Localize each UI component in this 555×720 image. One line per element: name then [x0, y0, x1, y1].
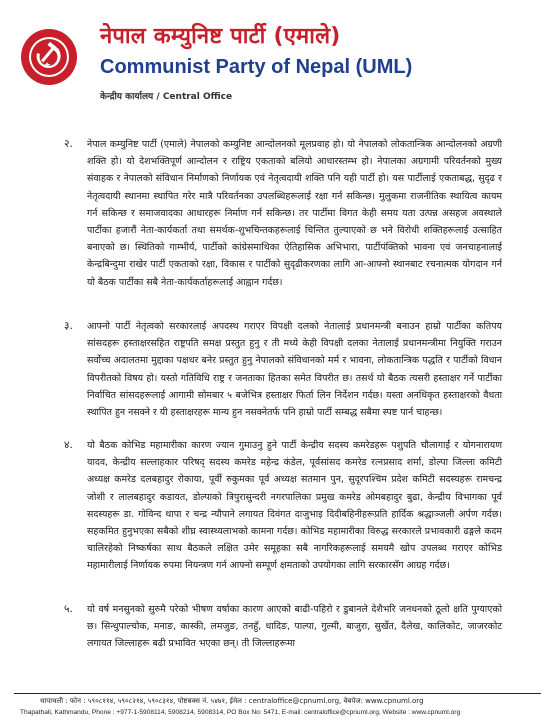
footer-divider	[14, 693, 541, 694]
paragraph-number: २.	[64, 138, 73, 150]
footer	[0, 690, 555, 720]
office-label: केन्द्रीय कार्यालय / Central Office	[100, 92, 233, 102]
paragraph-number: ४.	[64, 439, 73, 451]
footer-contact-english: Thapathali, Kathmandu, Phone : +977-1-5908114, 5908214, 5908314, PO Box No: 5471, E-mail: centraloffice@cpnuml.org, Website : www.cpnuml.org	[20, 709, 461, 716]
paragraph-number: ३.	[64, 320, 73, 332]
footer-contact-nepali: थापाथली : फोन : ५९०८११४, ५९०८२१४, ५९०८३१४, पोष्टबक्स नं. ५४७१, ईमेल : centraloffice@cpnuml.org, वेबपेज: www.cpnuml.org	[40, 697, 424, 705]
letterhead	[0, 0, 555, 110]
document-body	[0, 124, 555, 684]
paragraph-text: नेपाल कम्युनिष्ट पार्टी (एमाले) नेपालको कम्युनिष्ट आन्दोलनको मूलप्रवाह हो। यो नेपालको लोकतान्त्रिक आन्दोलनको अग्रणी शक्ति हो। यो देशभक्तिपूर्ण आन्दोलन र राष्ट्रिय एकताको बलियो आधारस्तम्भ हो। नेपालका अग्रगामी परिवर्तनको मुख्य संवाहक र नेपालको संविधान निर्माणको निर्णायक एवं नेतृत्वदायी शक्ति पनि यही पार्टी हो। यस पार्टीलाई एकताबद्ध, सुदृढ र नेतृत्वदायी स्थानमा स्थापित गरेर मात्रै परिवर्तनका उपलब्धिहरूलाई रक्षा गर्न सकिन्छ। मुलुकमा राजनीतिक स्थायित्व कायम गर्न सकिन्छ र समाजवादका आधारहरू निर्माण गर्न सकिन्छ। तर पार्टीमा विगत केही समय यता उत्पन्न असहज अवस्थाले पार्टीका हजारौं नेता-कार्यकर्ता तथा समर्थक-शुभचिन्तकहरूलाई चिन्तित तुल्याएको छ भने विरोधी शक्तिहरूलाई उत्साहित बनाएको छ। स्थितिको गाम्भीर्य, पार्टीको कांग्रेसमाथिका ऐतिहासिक अभिभारा, पार्टीपंक्तिको भावना एवं जनचाहनालाई केन्द्रबिन्दुमा राखेर पार्टी एकताको रक्षा, विकास र पार्टीको सुदृढीकरणका लागि आ-आफ्नो स्थानबाट रचनात्मक योगदान गर्न यो बैठक पार्टीका सबै नेता-कार्यकर्ताहरूलाई आह्वान गर्दछ।	[87, 139, 502, 288]
party-name-nepali: नेपाल कम्युनिष्ट पार्टी (एमाले)	[100, 24, 341, 49]
paragraph-text: आफ्नो पार्टी नेतृत्वको सरकारलाई अपदस्थ गराएर विपक्षी दलको नेतालाई प्रधानमन्त्री बनाउन हाम्रो पार्टीका कतिपय सांसदहरू हस्ताक्षरसहित राष्ट्रपति समक्ष प्रस्तुत हुनु र ती मध्ये केही विपक्षी दलका नेतालाई प्रधानमन्त्रीमा नियुक्ति गराउन सर्वोच्च अदालतमा मुद्दाका पक्षधर बनेर प्रस्तुत हुनु नेपालको संविधानको मर्म र भावना, लोकतान्त्रिक पद्धति र पार्टीको विधान विपरीतको विषय हो। यस्तो गतिविधि राष्ट्र र जनताका हितका समेत विपरीत छ। तसर्थ यो बैठक त्यसरी हस्ताक्षर गर्ने पार्टीका निर्वाचित सांसदहरूलाई आगामी सोमबार ५ बजेभित्र हस्ताक्षर फिर्ता लिन निर्देशन गर्दछ। यस्ता अनधिकृत हस्ताक्षरको वैधता स्थापित हुन नसक्ने र यी हस्ताक्षरहरू मान्य हुन नसक्नेतर्फ पनि हाम्रो पार्टी सम्बद्ध सबैमा स्पष्ट पार्न चाहन्छ।	[87, 321, 502, 419]
paragraph-text: यो बैठक कोभिड महामारीका कारण ज्यान गुमाउनु हुने पार्टी केन्द्रीय सदस्य कमरेडहरू पशुपति चौलागाईं र योगनारायण यादव, केन्द्रीय सल्लाहकार परिषद् सदस्य कमरेड महेन्द्र कंडेल, पूर्वसांसद कमरेड रत्नप्रसाद शर्मा, डोल्पा जिल्ला कमिटी अध्यक्ष कमरेड दलबहादुर रोकाया, पूर्वी रुकुमका पूर्व अध्यक्ष सतमान पुन, सुदूरपश्चिम प्रदेश कमिटी सदस्यहरू रामचन्द्र जोशी र लालबहादुर कडायत, डोल्पाको त्रिपुरासुन्दरी नगरपालिका प्रमुख कमरेड ओमबहादुर बुढा, केन्द्रीय विभागका पूर्व सदस्यहरू डा. गोविन्द थापा र चन्द्र न्यौपाने लगायत दिवंगत दाजुभाइ दिदीबहिनीहरूप्रति हार्दिक श्रद्धाञ्जली अर्पण गर्दछ। सहकमित हुनुभएका सबैको शीघ्र स्वास्थ्यलाभको कामना गर्दछ। कोभिड महामारीका विरुद्ध सरकारले प्रभावकारी ढङ्गले कदम चालिरहेको निष्कर्षका साथ बैठकले लक्षित उमेर समूहका सबै नागरिकहरूलाई समयमै खोप उपलब्ध गराएर कोभिड महामारीलाई निर्णायक रुपमा नियन्त्रण गर्न आफ्नो सम्पूर्ण क्षमताको उपयोगका लागि सरकारसँग आग्रह गर्दछ।	[87, 440, 502, 572]
party-logo-icon	[18, 24, 80, 90]
paragraph-text: यो वर्ष मनसुनको सुरुमै परेको भीषण वर्षाका कारण आएको बाढी-पहिरो र डुबानले देशैभरि जनधनको ठूलो क्षति पुग्याएको छ। सिन्धुपाल्चोक, मनाङ, कास्की, लमजुङ, तनहुँ, धादिङ, पाल्पा, गुल्मी, बाजुरा, सुर्खेत, दैलेख, कालिकोट, जाजरकोट लगायत जिल्लाहरू बढी प्रभावित भएका छन्। ती जिल्लाहरूमा	[87, 604, 502, 650]
party-name-english: Communist Party of Nepal (UML)	[100, 56, 413, 78]
paragraph-number: ५.	[64, 603, 73, 615]
